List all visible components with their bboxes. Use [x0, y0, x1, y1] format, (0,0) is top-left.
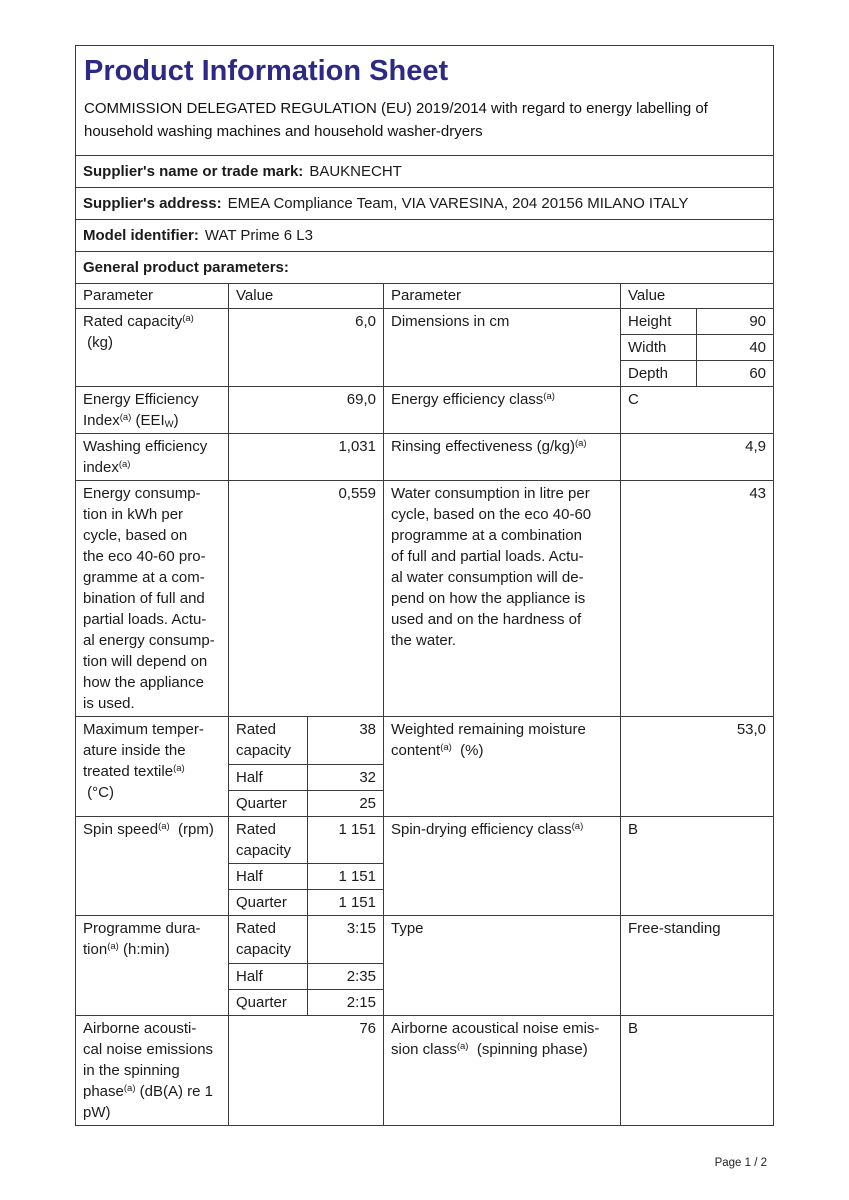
table-row [76, 717, 774, 817]
value-energy-efficiency-class: C [621, 387, 774, 434]
supplier-name-row [76, 156, 774, 188]
dimension-width-value: 40 [696, 335, 773, 361]
value-rinsing-effectiveness: 4,9 [621, 434, 774, 481]
model-identifier-label: Model identifier: [83, 227, 199, 244]
table-row [621, 361, 773, 387]
max-temperature-subtable [229, 717, 383, 816]
spin-speed-subtable [229, 817, 383, 916]
spin-rated-label: Rated capacity [236, 820, 292, 859]
value-water-consumption: 43 [621, 481, 774, 717]
model-identifier-row [76, 220, 774, 252]
value-spin-drying-class: B [621, 816, 774, 916]
table-row [229, 717, 383, 764]
supplier-address-label: Supplier's address: [83, 195, 222, 212]
duration-quarter-value: 2:15 [307, 989, 383, 1015]
spin-rated-value: 1 151 [307, 817, 383, 864]
dimensions-subtable-cell [621, 309, 774, 387]
general-parameters-heading-row [76, 252, 774, 284]
param-dimensions: Dimensions in cm [384, 309, 621, 387]
table-row [229, 817, 383, 864]
table-row [229, 790, 383, 816]
param-noise-emission-class: Airborne acoustical noise emis- sion class$^{(a)}$ (spinning phase) [384, 1015, 621, 1125]
dimension-height-value: 90 [696, 309, 773, 335]
sheet-table [75, 45, 774, 1126]
max-temp-quarter-value: 25 [307, 790, 383, 816]
param-rated-capacity: Rated capacity$^{(a)}$ (kg) [76, 309, 229, 387]
header-cell [76, 46, 774, 156]
duration-half-label: Half [229, 963, 307, 989]
spin-quarter-label: Quarter [229, 890, 307, 916]
table-row [229, 963, 383, 989]
max-temp-half-value: 32 [307, 764, 383, 790]
value-noise-emissions: 76 [229, 1015, 384, 1125]
table-row [621, 309, 773, 335]
duration-half-value: 2:35 [307, 963, 383, 989]
table-row [621, 335, 773, 361]
table-row [229, 864, 383, 890]
param-spin-speed: Spin speed$^{(a)}$ (rpm) [76, 816, 229, 916]
max-temp-rated-label: Rated capacity [236, 721, 292, 759]
param-noise-emissions: Airborne acousti- cal noise emissions in the spinning phase$^{(a)}$ (dB(A) re 1 pW) [76, 1015, 229, 1125]
product-information-sheet [75, 45, 773, 1169]
duration-subtable [229, 916, 383, 1015]
duration-quarter-label: Quarter [229, 989, 307, 1015]
max-temp-half-label: Half [229, 764, 307, 790]
dimension-depth-value: 60 [696, 361, 773, 387]
dimension-height-label: Height [628, 313, 672, 330]
param-spin-drying-class: Spin-drying efficiency class$^{(a)}$ [384, 816, 621, 916]
param-energy-consumption: Energy consump- tion in kWh per cycle, based on the eco 40-60 pro- gramme at a com- bination of full and partial loads. Actu- al energy consump- tion will depend on how the appliance is used. [76, 481, 229, 717]
value-type: Free-standing [621, 916, 774, 1016]
value-rated-capacity: 6,0 [229, 309, 384, 387]
column-header-value-left: Value [229, 284, 384, 309]
value-energy-consumption: 0,559 [229, 481, 384, 717]
column-header-value-right: Value [621, 284, 774, 309]
param-washing-efficiency-index: Washing efficiency index$^{(a)}$ [76, 434, 229, 481]
model-identifier-value: WAT Prime 6 L3 [204, 227, 313, 244]
max-temperature-subtable-cell [229, 717, 384, 817]
param-max-temperature: Maximum temper- ature inside the treated textile$^{(a)}$ (°C) [76, 717, 229, 817]
table-row [76, 387, 774, 434]
param-programme-duration: Programme dura- tion$^{(a)}$ (h:min) [76, 916, 229, 1016]
supplier-name-label: Supplier's name or trade mark: [83, 163, 304, 180]
table-row [76, 481, 774, 717]
table-row [76, 916, 774, 1016]
column-header-parameter-left: Parameter [76, 284, 229, 309]
dimension-depth-label: Depth [621, 361, 696, 387]
table-row [229, 890, 383, 916]
spin-half-value: 1 151 [307, 864, 383, 890]
max-temp-quarter-label: Quarter [229, 790, 307, 816]
table-row [76, 309, 774, 387]
table-row [76, 1015, 774, 1125]
supplier-address-row [76, 188, 774, 220]
table-row [229, 989, 383, 1015]
table-row [229, 764, 383, 790]
value-noise-emission-class: B [621, 1015, 774, 1125]
param-energy-efficiency-index: Energy Efficiency Index$^{(a)}$ $(EEI_W)$ [76, 387, 229, 434]
dimension-width-label: Width [621, 335, 696, 361]
supplier-address-value: EMEA Compliance Team, VIA VARESINA, 204 20156 MILANO ITALY [227, 195, 689, 212]
header-row [76, 46, 774, 156]
page-number: Page 1 / 2 [714, 1156, 767, 1169]
param-weighted-moisture: Weighted remaining moisture content$^{(a)}$ (%) [384, 717, 621, 817]
spin-speed-subtable-cell [229, 816, 384, 916]
column-header-parameter-right: Parameter [384, 284, 621, 309]
supplier-name-value: BAUKNECHT [309, 163, 402, 180]
param-rinsing-effectiveness: Rinsing effectiveness $(g/kg)^{(a)}$ [384, 434, 621, 481]
table-header-row [76, 284, 774, 309]
page-title: Product Information Sheet [84, 55, 449, 87]
spin-quarter-value: 1 151 [307, 890, 383, 916]
value-weighted-moisture: 53,0 [621, 717, 774, 817]
general-parameters-heading: General product parameters: [76, 252, 774, 284]
duration-subtable-cell [229, 916, 384, 1016]
duration-rated-value: 3:15 [307, 916, 383, 963]
duration-rated-label: Rated capacity [236, 920, 292, 958]
dimensions-subtable [621, 309, 773, 386]
table-row [76, 816, 774, 916]
param-energy-efficiency-class: Energy efficiency class$^{(a)}$ [384, 387, 621, 434]
value-washing-efficiency-index: 1,031 [229, 434, 384, 481]
table-row [76, 434, 774, 481]
param-type: Type [384, 916, 621, 1016]
spin-half-label: Half [229, 864, 307, 890]
table-row [229, 916, 383, 963]
max-temp-rated-value: 38 [307, 717, 383, 764]
value-energy-efficiency-index: 69,0 [229, 387, 384, 434]
regulation-text: COMMISSION DELEGATED REGULATION (EU) 2019/2014 with regard to energy labelling of household washing machines and household washer-dryers [84, 100, 708, 140]
param-water-consumption: Water consumption in litre per cycle, based on the eco 40-60 programme at a combination of full and partial loads. Actu- al water consumption will de- pend on how the appliance is used and on the hardness of the water. [384, 481, 621, 717]
